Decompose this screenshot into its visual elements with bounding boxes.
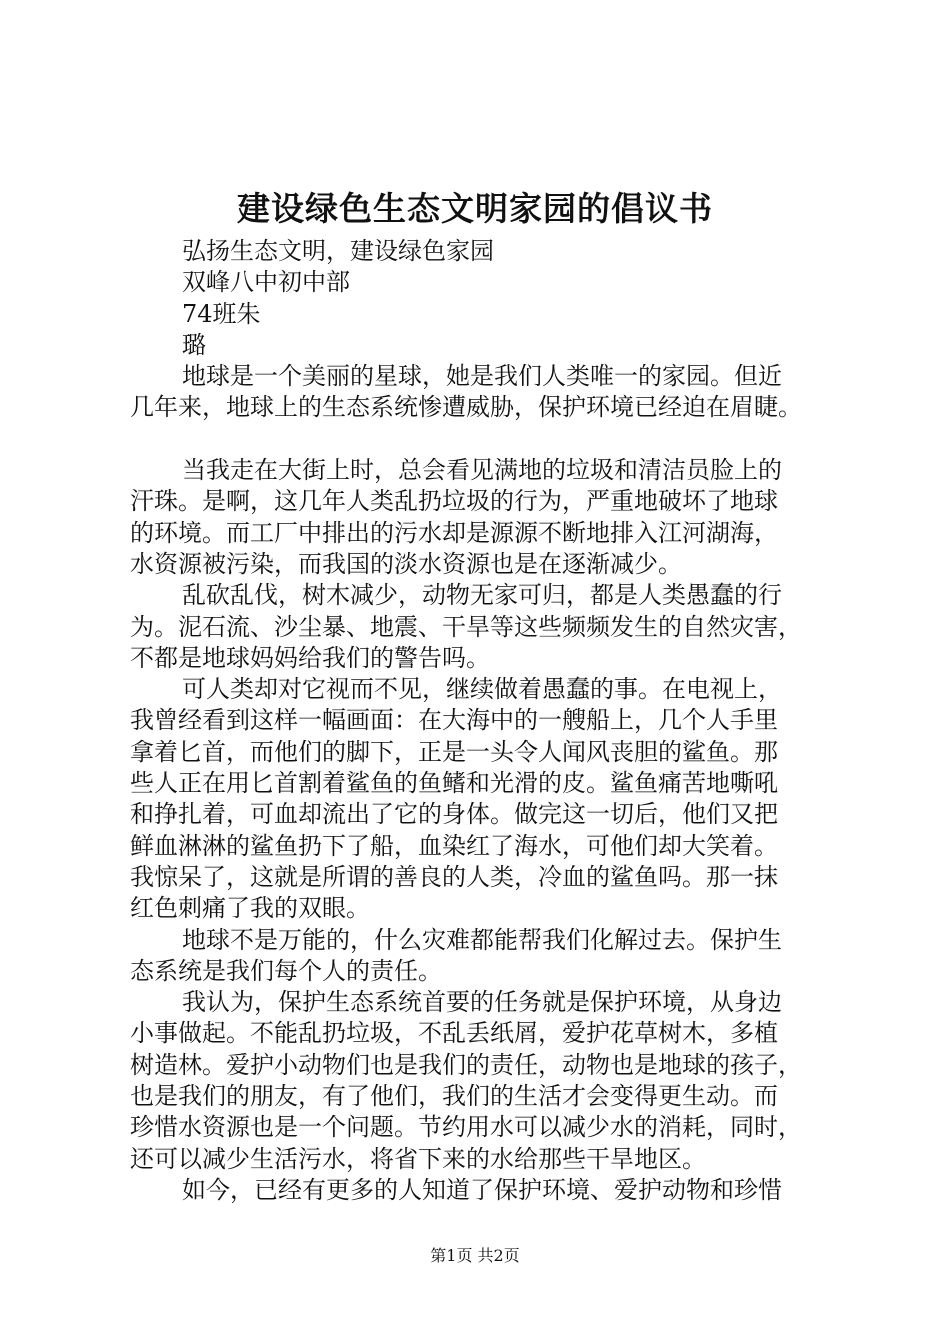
paragraph-line: 小事做起。不能乱扔垃圾，不乱丢纸屑，爱护花草树木，多植: [130, 1019, 778, 1048]
paragraph-line: 态系统是我们每个人的责任。: [130, 956, 442, 985]
paragraph-line: 乱砍乱伐，树木减少，动物无家可归，都是人类愚蠢的行: [182, 581, 782, 610]
paragraph-line: 地球不是万能的，什么灾难都能帮我们化解过去。保护生: [182, 925, 782, 954]
paragraph-line: 地球是一个美丽的星球，她是我们人类唯一的家园。但近: [182, 362, 782, 391]
paragraph-line: 拿着匕首，而他们的脚下，正是一头令人闻风丧胆的鲨鱼。那: [130, 737, 778, 766]
paragraph: [130, 361, 852, 424]
paragraph-line: 些人正在用匕首割着鲨鱼的鱼鳍和光滑的皮。鲨鱼痛苦地嘶吼: [130, 769, 778, 798]
paragraph-line: 也是我们的朋友，有了他们，我们的生活才会变得更生动。而: [130, 1082, 778, 1111]
subtitle-line: 弘扬生态文明，建设绿色家园: [182, 237, 494, 265]
paragraph-line: 和挣扎着，可血却流出了它的身体。做完这一切后，他们又把: [130, 800, 778, 829]
paragraphs-container: [130, 361, 852, 1206]
paragraph-line: 不都是地球妈妈给我们的警告吗。: [130, 643, 490, 672]
document-body: [130, 236, 852, 1206]
paragraph-line: 为。泥石流、沙尘暴、地震、干旱等这些频频发生的自然灾害，: [130, 612, 802, 641]
page-footer: 第1页 共2页: [430, 1246, 520, 1265]
paragraph-gap: [130, 424, 852, 455]
paragraph: [130, 674, 852, 924]
paragraph-line: 树造林。爱护小动物们也是我们的责任，动物也是地球的孩子，: [130, 1050, 802, 1079]
paragraph-line: 珍惜水资源也是一个问题。节约用水可以减少水的消耗，同时，: [130, 1113, 802, 1142]
paragraph-line: 的环境。而工厂中排出的污水却是源源不断地排入江河湖海，: [130, 518, 778, 547]
paragraph: [130, 455, 852, 580]
paragraph-line: 几年来，地球上的生态系统惨遭威胁，保护环境已经迫在眉睫。: [130, 393, 802, 422]
paragraph-line: 如今，已经有更多的人知道了保护环境、爱护动物和珍惜: [182, 1175, 782, 1204]
paragraph: [130, 1175, 852, 1206]
paragraph-line: 鲜血淋淋的鲨鱼扔下了船，血染红了海水，可他们却大笑着。: [130, 831, 778, 860]
author-name-line: 璐: [182, 330, 206, 359]
paragraph-line: 当我走在大街上时，总会看见满地的垃圾和清洁员脸上的: [182, 456, 782, 485]
paragraph: [130, 987, 852, 1175]
paragraph-line: 汗珠。是啊，这几年人类乱扔垃圾的行为，严重地破坏了地球: [130, 487, 778, 516]
paragraph-line: 水资源被污染，而我国的淡水资源也是在逐渐减少。: [130, 549, 682, 578]
author-class-line: 74班朱: [182, 299, 261, 328]
paragraph-line: 可人类却对它视而不见，继续做着愚蠢的事。在电视上，: [182, 675, 782, 704]
paragraph: [130, 580, 852, 674]
paragraph-line: 还可以减少生活污水，将省下来的水给那些干旱地区。: [130, 1144, 706, 1173]
school-line: 双峰八中初中部: [182, 268, 350, 297]
paragraph-line: 我惊呆了，这就是所谓的善良的人类，冷血的鲨鱼吗。那一抹: [130, 862, 778, 891]
paragraph: [130, 925, 852, 988]
document-title: 建设绿色生态文明家园的倡议书: [237, 189, 713, 228]
paragraph-line: 我认为，保护生态系统首要的任务就是保护环境，从身边: [182, 988, 782, 1017]
paragraph-line: 红色刺痛了我的双眼。: [130, 894, 370, 923]
paragraph-line: 我曾经看到这样一幅画面：在大海中的一艘船上，几个人手里: [130, 706, 778, 735]
